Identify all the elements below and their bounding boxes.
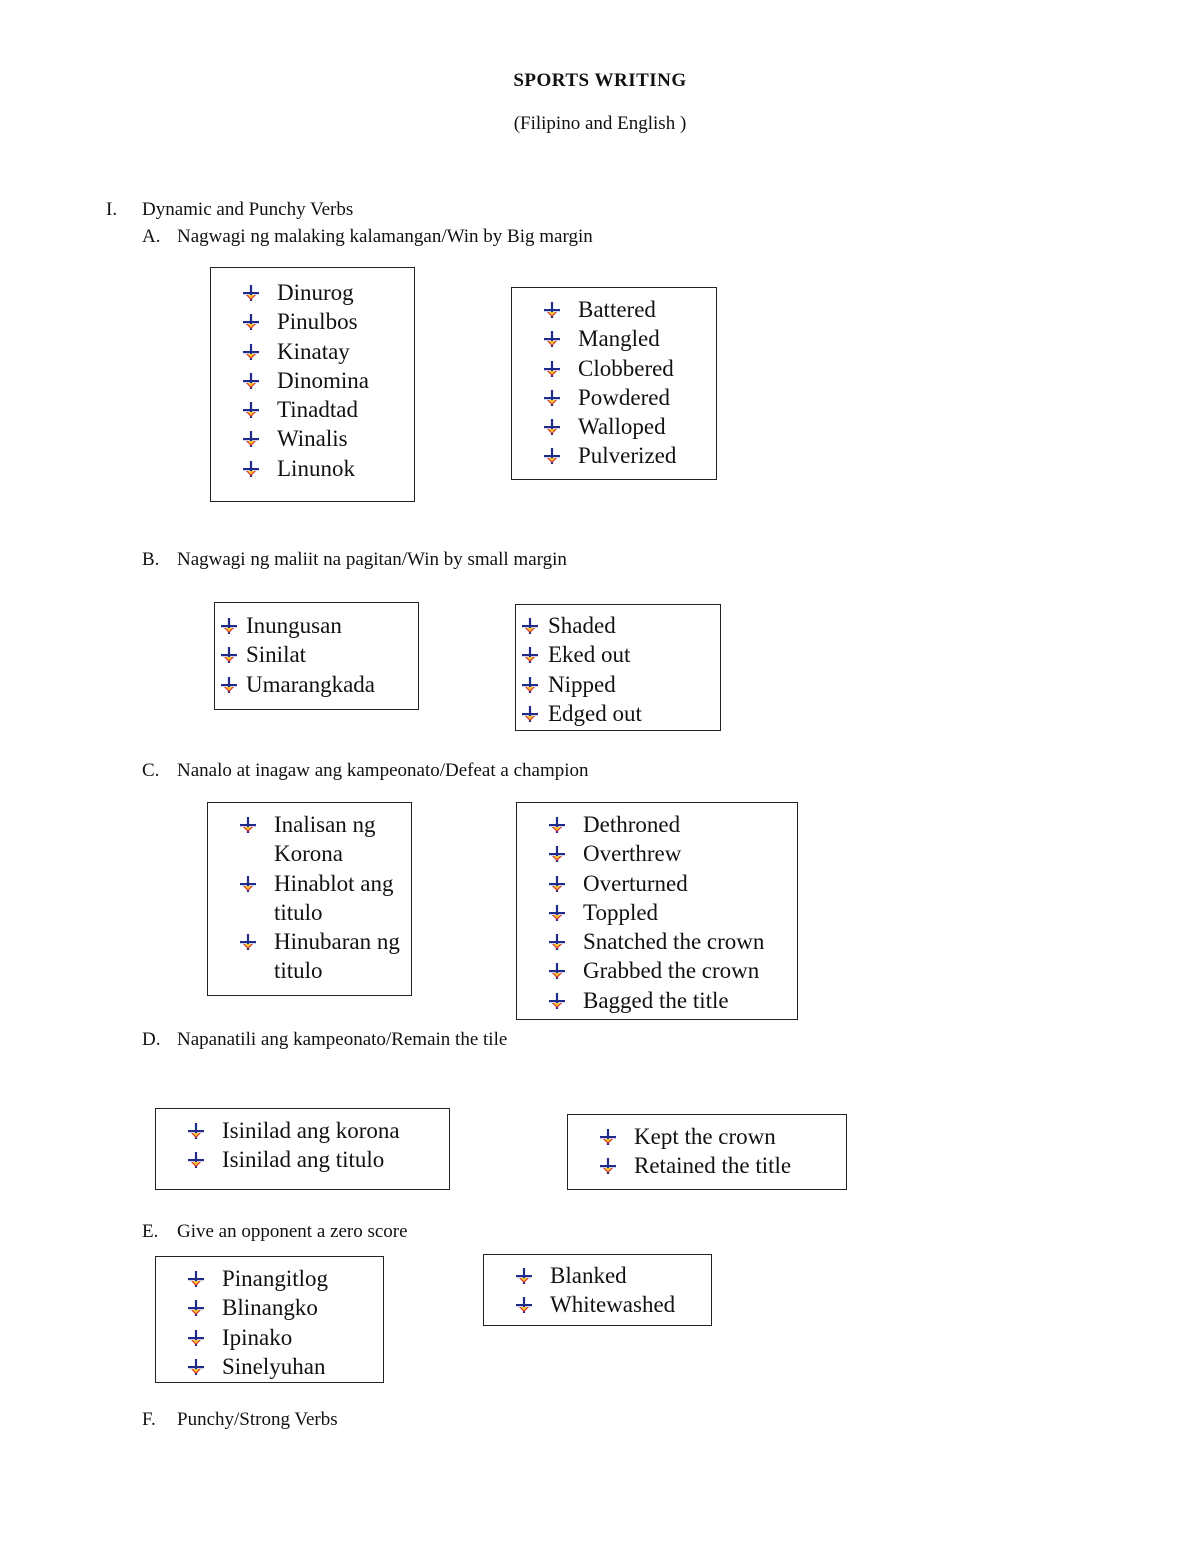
english-word-box-d [567, 1114, 847, 1190]
word-list-item [512, 412, 716, 441]
word-text: Dinomina [277, 367, 369, 393]
word-list-item [156, 1264, 383, 1293]
arrow-down-bullet-icon [243, 461, 259, 477]
arrow-down-bullet-icon [188, 1123, 204, 1139]
word-text: Isinilad ang titulo [222, 1147, 385, 1173]
word-list-item [156, 1145, 449, 1174]
word-list-item [512, 383, 716, 412]
document-title: SPORTS WRITING [513, 70, 687, 91]
word-list-item [215, 670, 418, 699]
word-list-item [215, 611, 418, 640]
word-list-item [516, 640, 720, 669]
english-word-box-c [516, 802, 798, 1020]
word-list-item [211, 424, 414, 453]
word-text: Pinulbos [277, 309, 358, 335]
word-list-item [517, 956, 797, 985]
word-list-item [512, 295, 716, 324]
word-text: Battered [578, 297, 656, 322]
arrow-down-bullet-icon [240, 934, 256, 950]
word-text: Clobbered [578, 355, 674, 381]
subsection-heading-a [142, 226, 593, 248]
arrow-down-bullet-icon [544, 361, 560, 377]
filipino-word-box-d [155, 1108, 450, 1190]
subsection-letter: D. [142, 1029, 161, 1050]
word-text: Bagged the title [583, 987, 729, 1013]
subsection-letter: B. [142, 549, 160, 570]
word-text: Pulverized [578, 443, 677, 469]
word-list-item [156, 1323, 383, 1352]
word-text: Eked out [548, 642, 631, 668]
arrow-down-bullet-icon [549, 905, 565, 921]
word-list-item [215, 640, 418, 669]
arrow-down-bullet-icon [240, 876, 256, 892]
word-list-item [211, 454, 414, 483]
word-list-item [156, 1352, 383, 1381]
subsection-letter: F. [142, 1409, 156, 1430]
word-text: Nipped [548, 671, 616, 697]
subsection-title: Nanalo at inagaw ang kampeonato/Defeat a champion [177, 760, 589, 781]
word-text: Overturned [583, 870, 688, 896]
word-list-item [568, 1151, 846, 1180]
word-text: Snatched the crown [583, 929, 765, 955]
word-text: Blanked [550, 1263, 627, 1288]
arrow-down-bullet-icon [522, 706, 538, 722]
word-text: Hinablot ang titulo [274, 870, 394, 925]
word-text: Sinilat [246, 642, 307, 668]
subsection-heading-b [142, 549, 567, 571]
word-list-item [516, 699, 720, 728]
arrow-down-bullet-icon [522, 647, 538, 663]
arrow-down-bullet-icon [243, 373, 259, 389]
word-list-item [208, 869, 404, 928]
subsection-title: Nagwagi ng maliit na pagitan/Win by small margin [177, 549, 567, 570]
word-list-item [211, 395, 414, 424]
arrow-down-bullet-icon [221, 647, 237, 663]
subsection-title: Punchy/Strong Verbs [177, 1409, 338, 1430]
word-text: Inungusan [246, 613, 342, 638]
word-list-item [517, 986, 797, 1015]
word-text: Kinatay [277, 338, 350, 364]
arrow-down-bullet-icon [243, 285, 259, 301]
word-text: Dinurog [277, 280, 354, 305]
section-number: I. [106, 199, 118, 220]
subsection-letter: A. [142, 226, 161, 247]
arrow-down-bullet-icon [544, 331, 560, 347]
word-text: Mangled [578, 326, 660, 352]
arrow-down-bullet-icon [549, 846, 565, 862]
arrow-down-bullet-icon [544, 448, 560, 464]
arrow-down-bullet-icon [549, 963, 565, 979]
arrow-down-bullet-icon [600, 1158, 616, 1174]
subsection-heading-c [142, 760, 589, 782]
word-text: Sinelyuhan [222, 1353, 326, 1379]
word-list-item [517, 810, 797, 839]
word-text: Dethroned [583, 812, 681, 837]
word-list-item [512, 441, 716, 470]
word-list-item [211, 307, 414, 336]
word-list-item [512, 354, 716, 383]
section-heading [106, 199, 354, 221]
word-text: Kept the crown [634, 1124, 776, 1149]
word-list-item [211, 366, 414, 395]
word-list-item [517, 869, 797, 898]
word-text: Inalisan ng Korona [274, 812, 376, 867]
word-list-item [517, 839, 797, 868]
subsection-title: Napanatili ang kampeonato/Remain the tile [177, 1029, 508, 1050]
word-list-item [568, 1122, 846, 1151]
subsection-title: Nagwagi ng malaking kalamangan/Win by Big margin [177, 226, 593, 247]
word-text: Edged out [548, 700, 642, 726]
word-text: Isinilad ang korona [222, 1118, 400, 1143]
subsection-heading-e [142, 1221, 408, 1243]
arrow-down-bullet-icon [243, 344, 259, 360]
word-list-item [208, 810, 404, 869]
word-list-item [517, 927, 797, 956]
word-text: Walloped [578, 414, 666, 440]
arrow-down-bullet-icon [522, 677, 538, 693]
subsection-heading-d [142, 1029, 508, 1051]
word-list-item [512, 324, 716, 353]
word-list-item [484, 1261, 711, 1290]
arrow-down-bullet-icon [188, 1271, 204, 1287]
arrow-down-bullet-icon [544, 390, 560, 406]
word-list-item [516, 670, 720, 699]
english-word-box-e [483, 1254, 712, 1326]
arrow-down-bullet-icon [522, 618, 538, 634]
word-text: Linunok [277, 455, 355, 481]
word-text: Pinangitlog [222, 1266, 329, 1291]
section-title: Dynamic and Punchy Verbs [142, 199, 354, 220]
filipino-word-box-a [210, 267, 415, 502]
word-text: Hinubaran ng titulo [274, 929, 400, 984]
arrow-down-bullet-icon [221, 677, 237, 693]
arrow-down-bullet-icon [544, 302, 560, 318]
word-text: Toppled [583, 899, 659, 925]
english-word-box-a [511, 287, 717, 480]
filipino-word-box-c [207, 802, 412, 996]
filipino-word-box-e [155, 1256, 384, 1383]
word-text: Umarangkada [246, 671, 375, 697]
word-list-item [156, 1293, 383, 1322]
arrow-down-bullet-icon [549, 817, 565, 833]
word-list-item [208, 927, 404, 986]
word-text: Blinangko [222, 1295, 318, 1321]
arrow-down-bullet-icon [600, 1129, 616, 1145]
subsection-letter: E. [142, 1221, 159, 1242]
subsection-title: Give an opponent a zero score [177, 1221, 408, 1242]
word-text: Powdered [578, 384, 670, 410]
arrow-down-bullet-icon [549, 876, 565, 892]
arrow-down-bullet-icon [221, 618, 237, 634]
word-text: Winalis [277, 426, 348, 452]
word-text: Retained the title [634, 1153, 792, 1179]
word-list-item [211, 278, 414, 307]
subsection-heading-f [142, 1409, 338, 1431]
word-list-item [156, 1116, 449, 1145]
english-word-box-b [515, 604, 721, 731]
arrow-down-bullet-icon [188, 1152, 204, 1168]
word-text: Ipinako [222, 1324, 293, 1350]
word-list-item [484, 1290, 711, 1319]
word-list-item [516, 611, 720, 640]
word-text: Whitewashed [550, 1292, 676, 1318]
word-text: Tinadtad [277, 397, 358, 423]
arrow-down-bullet-icon [549, 993, 565, 1009]
word-list-item [517, 898, 797, 927]
document-subtitle: (Filipino and English ) [513, 113, 687, 134]
arrow-down-bullet-icon [516, 1297, 532, 1313]
word-text: Grabbed the crown [583, 958, 760, 984]
arrow-down-bullet-icon [188, 1300, 204, 1316]
arrow-down-bullet-icon [188, 1359, 204, 1375]
arrow-down-bullet-icon [516, 1268, 532, 1284]
subsection-letter: C. [142, 760, 160, 781]
filipino-word-box-b [214, 602, 419, 710]
arrow-down-bullet-icon [243, 431, 259, 447]
word-list-item [211, 337, 414, 366]
arrow-down-bullet-icon [544, 419, 560, 435]
arrow-down-bullet-icon [243, 402, 259, 418]
arrow-down-bullet-icon [240, 817, 256, 833]
word-text: Shaded [548, 613, 616, 638]
word-text: Overthrew [583, 841, 682, 867]
arrow-down-bullet-icon [243, 314, 259, 330]
arrow-down-bullet-icon [188, 1330, 204, 1346]
arrow-down-bullet-icon [549, 934, 565, 950]
